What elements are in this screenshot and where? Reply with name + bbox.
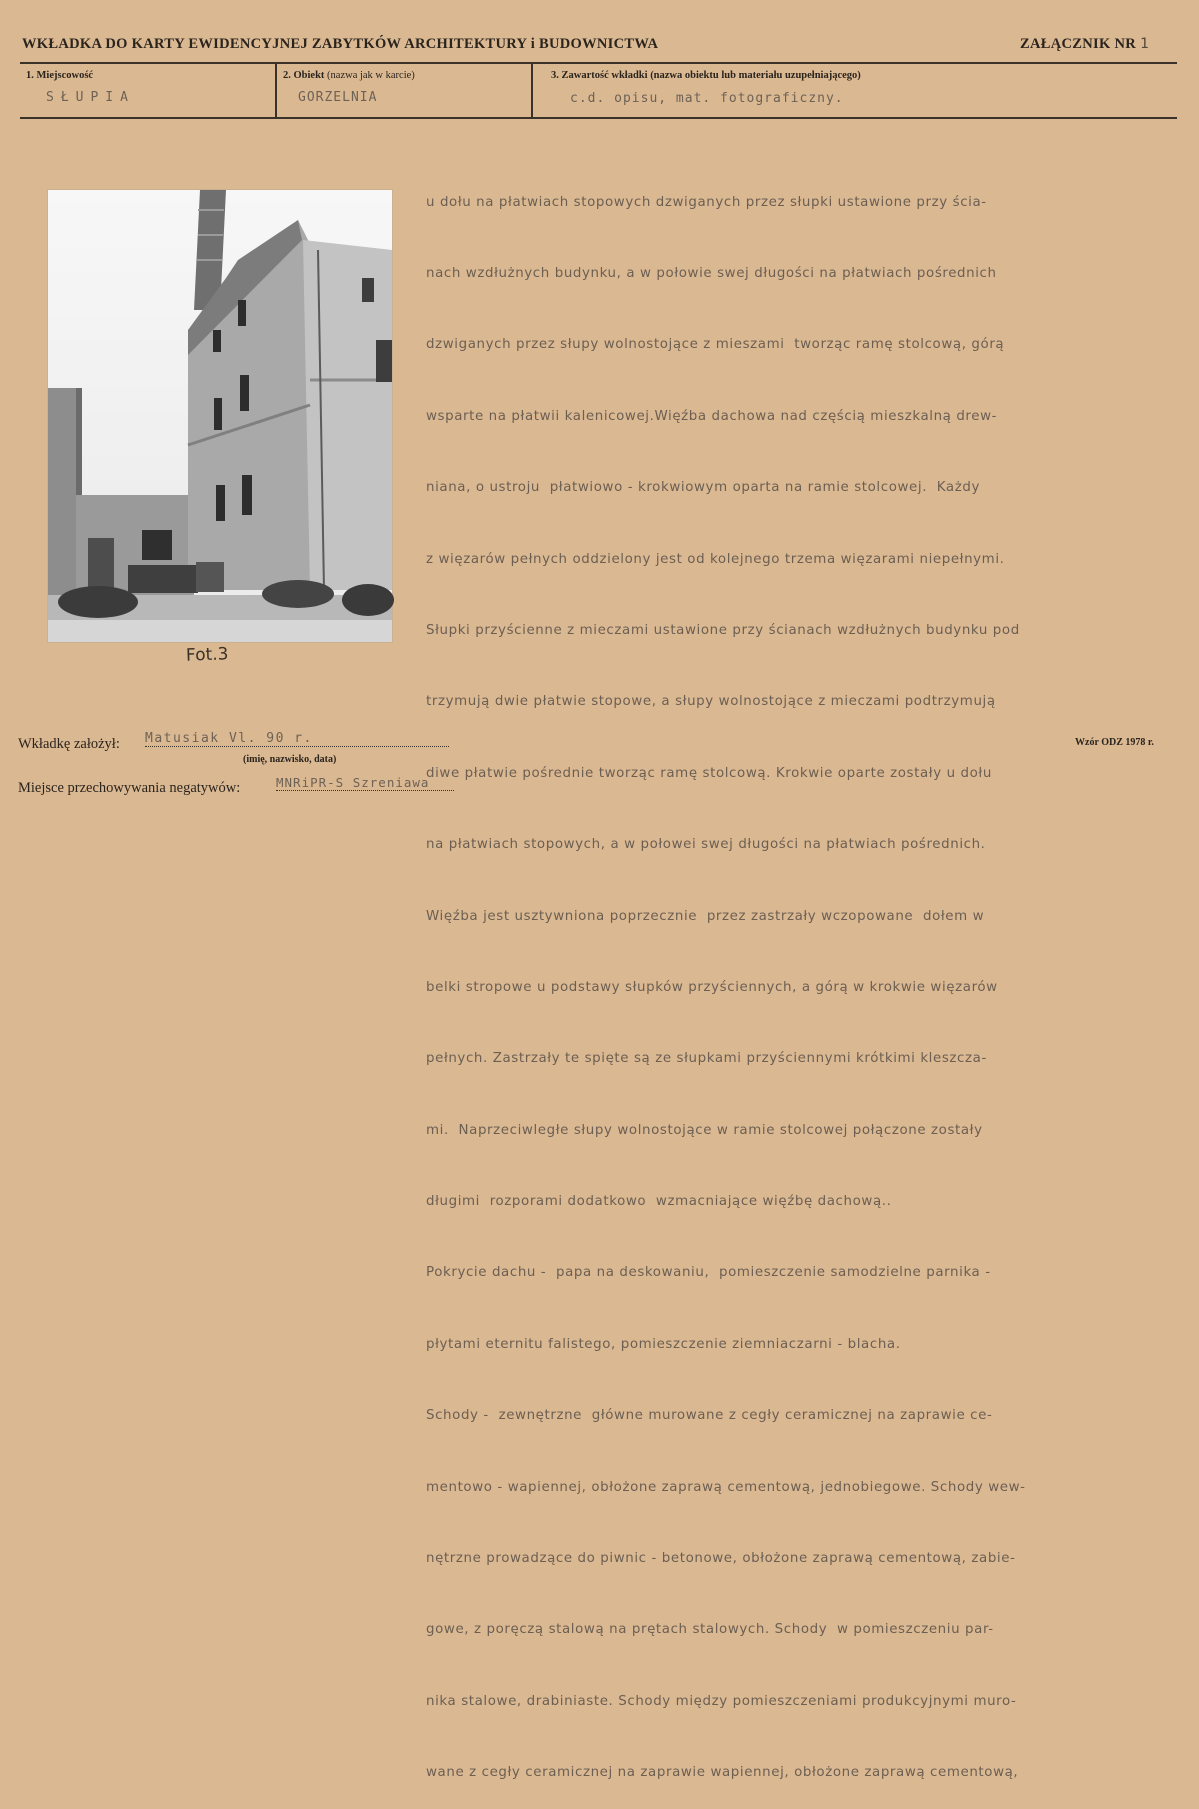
object-label-text: 2. Obiekt: [283, 70, 325, 81]
description-line: u dołu na płatwiach stopowych dzwiganych przez słupki ustawione przy ścia-: [426, 194, 987, 210]
description-line: dzwiganych przez słupy wolnostojące z mieszami tworząc ramę stolcową, górą: [426, 337, 1005, 353]
description-line: wsparte na płatwii kalenicowej.Więźba dachowa nad częścią mieszkalną drew-: [426, 408, 998, 424]
creator-label: Wkładkę założył:: [18, 736, 120, 752]
contents-label: [551, 70, 861, 81]
field-divider-2: [531, 63, 533, 117]
form-title: WKŁADKA DO KARTY EWIDENCYJNEJ ZABYTKÓW ARCHITEKTURY i BUDOWNICTWA: [22, 36, 659, 52]
form-code: Wzór ODZ 1978 r.: [1075, 737, 1154, 748]
building-photo: [48, 190, 392, 642]
annex-number: [1020, 36, 1149, 53]
description-line: nika stalowe, drabiniaste. Schody między pomieszczeniami produkcyjnymi muro-: [426, 1693, 1017, 1709]
description-line: diwe płatwie pośrednie tworząc ramę stolcową. Krokwie oparte zostały u dołu: [426, 765, 992, 781]
annex-value: 1: [1139, 36, 1149, 52]
description-line: z więzarów pełnych oddzielony jest od kolejnego trzema więzarami niepełnymi.: [426, 551, 1005, 567]
field-divider-1: [275, 63, 277, 117]
description-line: nach wzdłużnych budynku, a w połowie swej długości na płatwiach pośrednich: [426, 265, 997, 281]
description-line: belki stropowe u podstawy słupków przyściennych, a górą w krokwie więzarów: [426, 979, 998, 995]
description-line: na płatwiach stopowych, a w połowei swej długości na płatwiach pośrednich.: [426, 837, 986, 853]
object-label-hint: (nazwa jak w karcie): [327, 70, 415, 81]
description-line: płytami eternitu falistego, pomieszczenie ziemniaczarni - blacha.: [426, 1336, 901, 1352]
description-line: trzymują dwie płatwie stopowe, a słupy wolnostojące z mieczami podtrzymują: [426, 694, 996, 710]
contents-label-text: 3. Zawartość wkładki: [551, 70, 648, 81]
header-rule-bottom: [20, 117, 1177, 119]
annex-label: ZAŁĄCZNIK NR: [1020, 36, 1137, 52]
description-line: mi. Naprzeciwległe słupy wolnostojące w ramie stolcowej połączone zostały: [426, 1122, 983, 1138]
description-line: długimi rozporami dodatkowo wzmacniające więźbę dachową..: [426, 1194, 892, 1210]
description-line: Pokrycie dachu - papa na deskowaniu, pomieszczenie samodzielne parnika -: [426, 1265, 991, 1281]
description-text: [426, 143, 1192, 1809]
storage-value: MNRiPR-S Szreniawa: [276, 775, 454, 791]
object-label: [283, 70, 415, 81]
description-line: nętrzne prowadzące do piwnic - betonowe, obłożone zaprawą cementową, zabie-: [426, 1551, 1016, 1567]
header-rule-top: [20, 62, 1177, 64]
storage-label: Miejsce przechowywania negatywów:: [18, 780, 241, 796]
description-line: Słupki przyścienne z mieczami ustawione przy ścianach wzdłużnych budynku pod: [426, 622, 1020, 638]
description-line: Więźba jest usztywniona poprzecznie przez zastrzały wczopowane dołem w: [426, 908, 985, 924]
description-line: niana, o ustroju płatwiowo - krokwiowym oparta na ramie stolcowej. Każdy: [426, 480, 980, 496]
contents-label-hint: (nazwa obiektu lub materiału uzupełniającego): [650, 70, 861, 81]
object-value: GORZELNIA: [298, 90, 378, 105]
creator-hint: (imię, nazwisko, data): [243, 754, 337, 765]
creator-value: Matusiak Vl. 90 r.: [145, 731, 449, 747]
description-line: wane z cegły ceramicznej na zaprawie wapiennej, obłożone zaprawą cementową,: [426, 1765, 1019, 1781]
description-line: gowe, z poręczą stalową na prętach stalowych. Schody w pomieszczeniu par-: [426, 1622, 994, 1638]
place-value: SŁUPIA: [46, 90, 135, 105]
place-label: 1. Miejscowość: [26, 70, 94, 81]
description-line: Schody - zewnętrzne główne murowane z cegły ceramicznej na zaprawie ce-: [426, 1408, 993, 1424]
photo-caption: Fot.3: [185, 644, 229, 666]
distillery-building-image: [48, 190, 392, 642]
contents-value: c.d. opisu, mat. fotograficzny.: [570, 91, 844, 106]
description-line: pełnych. Zastrzały te spięte są ze słupkami przyściennymi krótkimi kleszcza-: [426, 1051, 987, 1067]
description-line: mentowo - wapiennej, obłożone zaprawą cementową, jednobiegowe. Schody wew-: [426, 1479, 1026, 1495]
